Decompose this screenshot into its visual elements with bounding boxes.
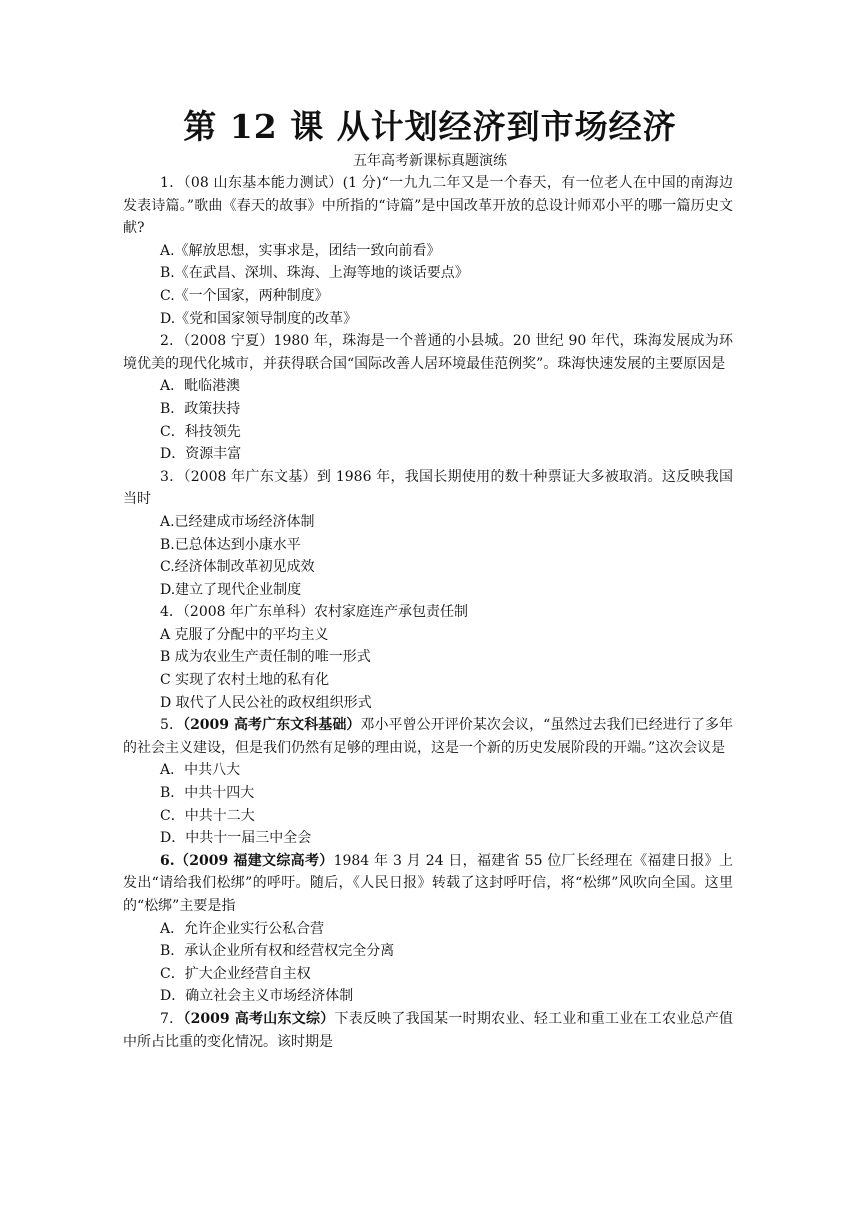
option-d: D．资源丰富 [160,446,242,463]
option-c: C.经济体制改革初见成效 [160,559,315,576]
option-a: A 克服了分配中的平均主义 [160,626,329,643]
question-stem: 2．（2008 宁夏）1980 年，珠海是一个普通的小县城。20 世纪 90 年代，珠海发展成为环境优美的现代化城市，并获得联合国“国际改善人居环境最佳范例奖”。珠海快速发展的主要原因是 [123,333,733,372]
question-1 [123,172,733,330]
question-stem: 7．（2009 高考山东文综）下表反映了我国某一时期农业、轻工业和重工业在工农业总产值中所占比重的变化情况。该时期是 [123,1010,733,1050]
question-source: （2009 高考广东文科基础） [183,717,361,734]
question-5 [123,714,733,850]
option-a: A.已经建成市场经济体制 [160,513,315,530]
option-b: B.《在武昌、深圳、珠海、上海等地的谈话要点》 [160,265,469,282]
option-a: A．毗临港澳 [160,378,241,395]
option-b: B 成为农业生产责任制的唯一形式 [160,649,371,666]
question-6 [123,850,733,1008]
page-title: 第 12 课 从计划经济到市场经济 [183,107,677,146]
page-subtitle: 五年高考新课标真题演练 [353,153,507,169]
question-7 [123,1008,733,1053]
option-d: D.《党和国家领导制度的改革》 [160,310,358,327]
option-b: B．政策扶持 [160,400,241,417]
option-c: C．科技领先 [160,423,241,440]
option-c: C.《一个国家，两种制度》 [160,287,329,304]
question-4 [123,601,733,714]
option-d: D 取代了人民公社的政权组织形式 [160,694,372,711]
question-stem: 6.（2009 福建文综高考）1984 年 3 月 24 日，福建省 55 位厂长经理在《福建日报》上发出“请给我们松绑”的呼吁。随后，《人民日报》转载了这封呼吁信，将“松绑”风吹向全国。这里的“松绑”主要是指 [123,852,733,914]
option-c: C 实现了农村土地的私有化 [160,672,330,689]
question-source: （2008 年广东单科） [182,604,315,621]
option-b: B．中共十四大 [160,785,255,802]
option-c: C．扩大企业经营自主权 [160,965,311,982]
option-d: D．确立社会主义市场经济体制 [160,988,354,1005]
question-stem: 4．（2008 年广东单科）农村家庭连产承包责任制 [160,604,469,621]
option-d: D．中共十一届三中全会 [160,830,312,847]
option-d: D.建立了现代企业制度 [160,581,302,598]
question-2 [123,330,733,466]
option-a: A．允许企业实行公私合营 [160,920,325,937]
option-b: B.已总体达到小康水平 [160,536,301,553]
question-list [123,172,733,1053]
option-b: B．承认企业所有权和经营权完全分离 [160,943,395,960]
question-source: （2009 高考山东文综） [183,1010,335,1027]
option-a: A.《解放思想，实事求是，团结一致向前看》 [160,242,441,259]
question-source: （08 山东基本能力测试）(1 分) [183,175,382,191]
option-c: C．中共十二大 [160,807,255,824]
question-source: （2009 福建文综高考） [174,852,334,869]
question-stem: 5．（2009 高考广东文科基础）邓小平曾公开评价某次会议，“虽然过去我们已经进行了多年的社会主义建设，但是我们仍然有足够的理由说，这是一个新的历史发展阶段的开端。”这次会议是 [123,717,733,756]
question-stem: 3．（2008 年广东文基）到 1986 年，我国长期使用的数十种票证大多被取消。这反映我国当时 [123,468,733,508]
question-stem: 1．（08 山东基本能力测试）(1 分)“一九九二年又是一个春天，有一位老人在中国的南海边发表诗篇。”歌曲《春天的故事》中所指的“诗篇”是中国改革开放的总设计师邓小平的哪一篇历史文献? [123,175,733,237]
option-a: A．中共八大 [160,762,241,779]
question-source: （2008 年广东文基） [183,468,317,485]
question-source: （2008 宁夏） [183,333,274,350]
question-3 [123,466,733,602]
